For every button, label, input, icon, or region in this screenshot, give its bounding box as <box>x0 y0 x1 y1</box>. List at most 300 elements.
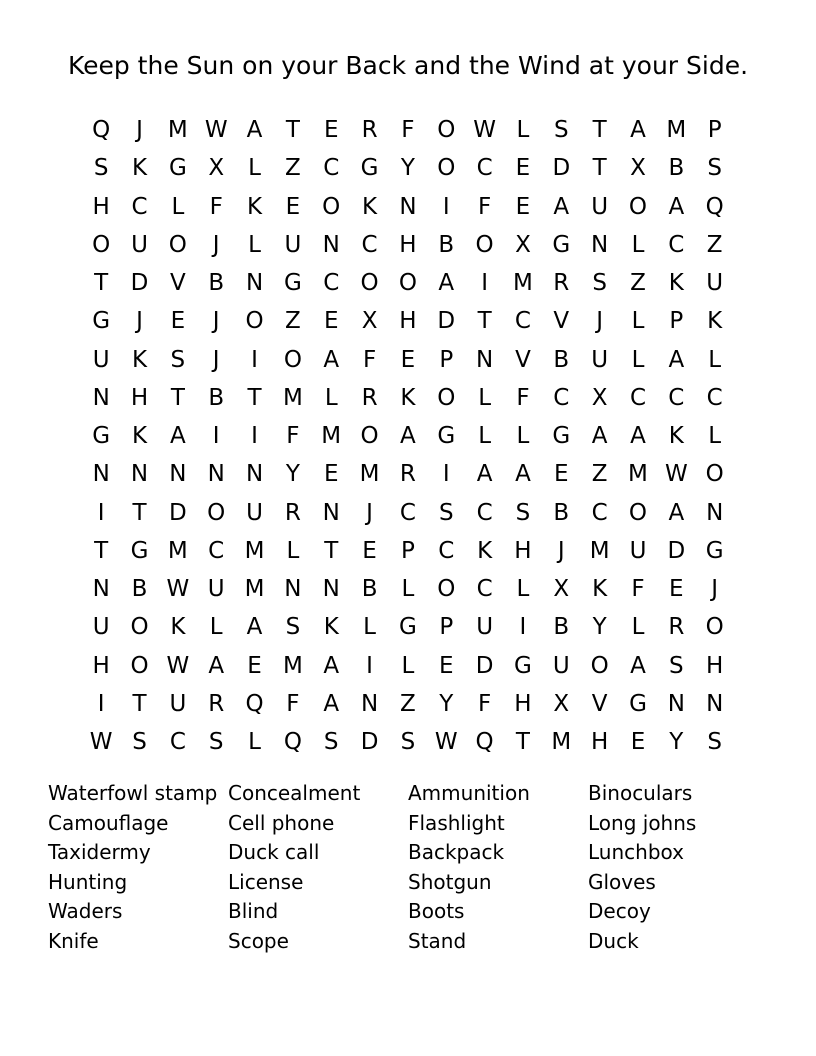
grid-letter: O <box>245 308 264 335</box>
grid-letter: A <box>323 690 340 717</box>
grid-letter: O <box>168 231 187 258</box>
grid-letter: W <box>166 576 190 602</box>
grid-letter: S <box>323 729 339 755</box>
grid-letter: K <box>668 270 684 296</box>
grid-letter: W <box>166 652 190 679</box>
word-list <box>48 779 788 957</box>
grid-letter: W <box>204 117 228 143</box>
grid-letter: O <box>705 461 724 488</box>
grid-row <box>82 726 734 764</box>
grid-row <box>82 191 734 229</box>
grid-letter: A <box>668 193 685 220</box>
word-list-item: Shotgun <box>408 869 492 894</box>
grid-row <box>82 458 734 496</box>
grid-letter: T <box>94 537 109 564</box>
grid-letter: L <box>363 614 376 641</box>
grid-letter: E <box>630 729 646 755</box>
grid-letter: R <box>361 117 378 143</box>
grid-letter: A <box>169 423 186 449</box>
grid-letter: R <box>284 499 301 526</box>
grid-letter: C <box>323 270 340 296</box>
grid-letter: T <box>285 117 300 143</box>
grid-letter: N <box>322 576 340 602</box>
grid-letter: J <box>212 231 220 258</box>
word-list-item: Waders <box>48 899 123 924</box>
word-list-item: Stand <box>408 928 467 953</box>
grid-letter: X <box>553 576 570 602</box>
grid-letter: O <box>283 346 302 373</box>
grid-letter: J <box>711 576 719 602</box>
grid-letter: G <box>360 155 379 182</box>
grid-letter: U <box>591 193 609 220</box>
grid-letter: L <box>478 423 492 449</box>
grid-letter: B <box>553 499 570 526</box>
grid-letter: L <box>516 423 530 449</box>
grid-letter: Z <box>400 690 416 717</box>
grid-letter: D <box>360 729 379 755</box>
grid-letter: H <box>92 193 110 220</box>
grid-letter: G <box>92 308 111 335</box>
word-list-item: Gloves <box>588 869 656 894</box>
grid-letter: A <box>208 652 225 679</box>
grid-letter: K <box>668 423 684 449</box>
grid-letter: T <box>132 499 147 526</box>
grid-letter: H <box>514 690 532 717</box>
word-list-item: Knife <box>48 928 99 953</box>
grid-letter: I <box>519 614 527 641</box>
grid-letter: O <box>628 193 648 220</box>
word-list-item: License <box>228 869 304 894</box>
puzzle-title: Keep the Sun on your Back and the Wind at your Side. <box>67 51 749 80</box>
grid-letter: W <box>434 729 458 755</box>
grid-letter: K <box>362 193 378 220</box>
grid-letter: M <box>244 576 265 602</box>
grid-letter: Z <box>630 270 646 296</box>
grid-letter: O <box>360 423 379 449</box>
grid-letter: K <box>707 308 723 335</box>
grid-letter: J <box>212 346 220 373</box>
grid-letter: A <box>630 117 646 143</box>
grid-letter: U <box>284 231 302 258</box>
grid-letter: G <box>552 423 571 449</box>
grid-letter: P <box>439 346 454 373</box>
grid-letter: T <box>592 117 607 143</box>
grid-letter: N <box>245 461 264 488</box>
grid-letter: U <box>476 614 494 641</box>
grid-row <box>82 344 734 382</box>
grid-letter: P <box>669 308 684 335</box>
grid-letter: N <box>207 461 225 488</box>
grid-letter: B <box>553 346 570 373</box>
grid-letter: D <box>475 652 494 679</box>
grid-letter: E <box>323 308 339 335</box>
grid-letter: I <box>481 270 488 296</box>
grid-letter: S <box>285 614 301 641</box>
grid-letter: G <box>552 231 571 258</box>
grid-letter: N <box>360 690 379 717</box>
grid-letter: N <box>92 461 110 488</box>
grid-letter: J <box>212 308 220 335</box>
grid-letter: X <box>591 384 608 411</box>
grid-letter: F <box>631 576 645 602</box>
grid-letter: N <box>169 461 187 488</box>
grid-letter: K <box>131 346 148 373</box>
grid-letter: C <box>208 537 225 564</box>
grid-letter: C <box>323 155 340 182</box>
grid-letter: N <box>476 346 494 373</box>
grid-letter: M <box>589 537 610 564</box>
grid-letter: L <box>631 614 645 641</box>
grid-letter: E <box>362 537 377 564</box>
word-list-item: Duck <box>588 928 639 953</box>
grid-letter: F <box>477 690 492 717</box>
grid-letter: G <box>92 423 111 449</box>
grid-letter: N <box>322 231 340 258</box>
grid-letter: K <box>170 614 186 641</box>
grid-letter: L <box>171 193 185 220</box>
grid-letter: C <box>399 499 416 526</box>
grid-letter: U <box>246 499 263 526</box>
grid-letter: G <box>168 155 187 182</box>
grid-letter: O <box>590 652 609 679</box>
grid-letter: E <box>554 461 569 488</box>
grid-letter: T <box>477 308 492 335</box>
grid-letter: K <box>400 384 416 411</box>
grid-letter: C <box>476 155 493 182</box>
grid-letter: B <box>553 614 570 641</box>
grid-letter: D <box>437 308 456 335</box>
grid-letter: K <box>592 576 608 602</box>
word-list-item: Waterfowl stamp <box>48 781 218 805</box>
grid-letter: J <box>136 117 143 143</box>
grid-letter: C <box>629 384 647 411</box>
grid-letter: N <box>667 690 685 717</box>
grid-letter: Y <box>592 614 607 641</box>
grid-letter: N <box>284 576 302 602</box>
grid-letter: A <box>668 499 685 526</box>
grid-row <box>82 611 734 649</box>
grid-letter: M <box>628 461 648 488</box>
grid-letter: H <box>92 652 110 679</box>
grid-letter: Y <box>285 461 300 488</box>
grid-letter: U <box>591 346 609 373</box>
grid-row <box>82 114 734 152</box>
grid-letter: E <box>170 308 186 335</box>
grid-letter: N <box>706 499 724 526</box>
grid-letter: S <box>208 729 224 755</box>
grid-letter: A <box>246 117 263 143</box>
grid-letter: A <box>400 423 416 449</box>
grid-letter: L <box>478 384 492 411</box>
grid-letter: X <box>553 690 570 717</box>
grid-letter: V <box>553 308 570 335</box>
grid-letter: C <box>553 384 570 411</box>
grid-letter: H <box>706 652 724 679</box>
grid-letter: M <box>282 652 303 679</box>
grid-letter: X <box>515 231 531 258</box>
grid-letter: I <box>442 461 450 488</box>
grid-letter: H <box>590 729 609 755</box>
grid-letter: D <box>169 499 187 526</box>
grid-letter: O <box>475 231 494 258</box>
grid-letter: N <box>706 690 724 717</box>
grid-letter: A <box>668 346 685 373</box>
grid-letter: U <box>92 614 110 641</box>
grid-letter: U <box>92 346 110 373</box>
grid-letter: E <box>323 461 339 488</box>
grid-letter: A <box>553 193 570 220</box>
word-list-item: Ammunition <box>408 781 530 805</box>
grid-letter: L <box>516 117 530 143</box>
grid-letter: O <box>437 384 456 411</box>
grid-letter: C <box>668 231 685 258</box>
grid-letter: A <box>323 346 340 373</box>
grid-letter: Y <box>400 155 415 182</box>
grid-letter: N <box>245 270 264 296</box>
grid-letter: L <box>708 346 722 373</box>
grid-letter: T <box>515 729 530 755</box>
grid-letter: C <box>668 384 685 411</box>
grid-letter: S <box>515 499 531 526</box>
grid-letter: A <box>591 423 608 449</box>
grid-letter: T <box>132 690 147 717</box>
grid-letter: M <box>551 729 572 755</box>
grid-letter: R <box>361 384 378 411</box>
grid-letter: C <box>169 729 186 755</box>
grid-letter: Q <box>92 117 111 143</box>
grid-letter: O <box>92 231 111 258</box>
grid-letter: P <box>400 537 415 564</box>
grid-letter: E <box>669 576 684 602</box>
grid-letter: M <box>282 384 303 411</box>
grid-letter: F <box>401 117 415 143</box>
grid-letter: X <box>208 155 225 182</box>
grid-letter: D <box>130 270 149 296</box>
grid-letter: W <box>664 461 688 488</box>
grid-letter: H <box>514 537 532 564</box>
grid-letter: U <box>131 231 148 258</box>
grid-letter: S <box>592 270 607 296</box>
grid-letter: C <box>438 537 455 564</box>
grid-letter: F <box>516 384 530 411</box>
grid-letter: C <box>591 499 608 526</box>
grid-letter: R <box>553 270 570 296</box>
grid-letter: U <box>629 537 647 564</box>
grid-letter: R <box>399 461 416 488</box>
grid-letter: I <box>442 193 450 220</box>
grid-row <box>82 229 734 267</box>
grid-letter: Z <box>591 461 608 488</box>
word-list-item: Camouflage <box>48 810 169 835</box>
grid-letter: F <box>362 346 377 373</box>
grid-letter: Q <box>705 193 724 220</box>
grid-row <box>82 688 734 726</box>
grid-letter: Y <box>439 690 454 717</box>
word-list-item: Duck call <box>228 840 320 865</box>
grid-letter: P <box>707 117 722 143</box>
grid-letter: M <box>167 537 188 564</box>
grid-letter: K <box>323 614 339 641</box>
word-list-item: Backpack <box>408 840 505 865</box>
grid-letter: C <box>131 193 148 220</box>
grid-letter: T <box>324 537 339 564</box>
grid-letter: O <box>628 499 648 526</box>
grid-letter: N <box>399 193 417 220</box>
grid-letter: L <box>248 155 261 182</box>
grid-letter: C <box>476 576 493 602</box>
grid-letter: O <box>207 499 226 526</box>
grid-letter: C <box>514 308 531 335</box>
word-list-item: Blind <box>228 899 279 924</box>
grid-row <box>82 420 734 458</box>
grid-letter: A <box>630 652 646 679</box>
grid-letter: B <box>668 155 685 182</box>
grid-letter: M <box>244 537 265 564</box>
word-list-item: Lunchbox <box>588 840 684 865</box>
grid-letter: O <box>437 117 456 143</box>
grid-letter: L <box>631 231 645 258</box>
word-list-item: Hunting <box>48 869 128 894</box>
grid-letter: T <box>94 270 109 296</box>
grid-letter: B <box>361 576 378 602</box>
grid-letter: F <box>209 193 223 220</box>
grid-letter: B <box>208 270 225 296</box>
word-list-item: Flashlight <box>408 810 505 835</box>
grid-letter: D <box>552 155 571 182</box>
letter-grid <box>82 114 734 764</box>
grid-letter: F <box>286 423 300 449</box>
grid-letter: P <box>439 614 454 641</box>
grid-letter: C <box>476 499 493 526</box>
word-list-item: Taxidermy <box>48 840 151 865</box>
grid-letter: A <box>476 461 493 488</box>
grid-letter: M <box>359 461 380 488</box>
grid-letter: O <box>705 614 724 641</box>
grid-letter: O <box>130 652 149 679</box>
grid-letter: V <box>591 690 608 717</box>
grid-letter: T <box>170 384 185 411</box>
grid-letter: E <box>247 652 262 679</box>
grid-letter: J <box>557 537 565 564</box>
word-list-item: Scope <box>228 928 289 953</box>
grid-letter: S <box>553 117 569 143</box>
grid-letter: N <box>322 499 340 526</box>
grid-letter: V <box>169 270 186 296</box>
grid-letter: Z <box>706 231 723 258</box>
grid-letter: C <box>361 231 378 258</box>
grid-letter: Z <box>285 155 301 182</box>
grid-row <box>82 267 734 305</box>
grid-row <box>82 573 734 611</box>
grid-letter: K <box>131 155 148 182</box>
grid-letter: W <box>89 729 113 755</box>
word-list-item: Decoy <box>588 899 651 924</box>
grid-letter: M <box>513 270 533 296</box>
grid-letter: Y <box>669 729 684 755</box>
grid-letter: O <box>130 614 149 641</box>
grid-letter: J <box>366 499 373 526</box>
word-list-item: Binoculars <box>588 781 693 805</box>
grid-letter: E <box>323 117 339 143</box>
grid-letter: S <box>707 729 722 755</box>
grid-letter: D <box>667 537 686 564</box>
grid-letter: Q <box>283 729 302 755</box>
grid-letter: E <box>515 155 531 182</box>
word-list-item: Concealment <box>228 781 361 805</box>
word-list-item: Boots <box>408 899 465 924</box>
grid-letter: S <box>707 155 722 182</box>
grid-letter: E <box>400 346 416 373</box>
grid-letter: S <box>438 499 454 526</box>
grid-letter: I <box>212 423 220 449</box>
grid-letter: I <box>97 499 105 526</box>
grid-letter: O <box>322 193 341 220</box>
word-list-item: Cell phone <box>228 810 335 835</box>
grid-letter: F <box>477 193 492 220</box>
grid-letter: O <box>437 155 456 182</box>
grid-letter: E <box>438 652 454 679</box>
grid-letter: T <box>592 155 607 182</box>
grid-letter: L <box>248 231 261 258</box>
grid-letter: V <box>515 346 531 373</box>
grid-letter: Q <box>475 729 494 755</box>
grid-letter: B <box>131 576 148 602</box>
grid-row <box>82 497 734 535</box>
grid-row <box>82 382 734 420</box>
grid-letter: K <box>477 537 493 564</box>
grid-letter: R <box>208 690 225 717</box>
grid-letter: M <box>321 423 342 449</box>
grid-letter: B <box>208 384 225 411</box>
grid-letter: S <box>93 155 109 182</box>
grid-row <box>82 650 734 688</box>
grid-letter: L <box>324 384 338 411</box>
grid-letter: S <box>132 729 147 755</box>
grid-letter: J <box>596 308 604 335</box>
grid-letter: H <box>130 384 149 411</box>
grid-row <box>82 152 734 190</box>
grid-letter: T <box>247 384 262 411</box>
grid-letter: B <box>438 231 455 258</box>
grid-letter: K <box>131 423 148 449</box>
grid-letter: M <box>167 117 188 143</box>
grid-letter: G <box>399 614 417 641</box>
grid-letter: J <box>136 308 143 335</box>
grid-letter: O <box>437 576 456 602</box>
grid-letter: I <box>366 652 373 679</box>
grid-row <box>82 305 734 343</box>
grid-letter: X <box>361 308 378 335</box>
grid-letter: H <box>399 231 417 258</box>
grid-letter: O <box>360 270 379 296</box>
grid-letter: G <box>130 537 149 564</box>
grid-letter: C <box>706 384 723 411</box>
grid-letter: I <box>251 423 258 449</box>
grid-letter: G <box>283 270 302 296</box>
word-list-item: Long johns <box>588 810 697 835</box>
grid-letter: L <box>631 308 645 335</box>
grid-letter: F <box>286 690 300 717</box>
grid-letter: Q <box>245 690 264 717</box>
grid-letter: A <box>515 461 531 488</box>
grid-letter: X <box>630 155 646 182</box>
grid-letter: N <box>591 231 609 258</box>
grid-letter: N <box>92 576 110 602</box>
grid-letter: G <box>514 652 532 679</box>
grid-letter: L <box>708 423 722 449</box>
grid-letter: G <box>705 537 724 564</box>
grid-letter: U <box>207 576 225 602</box>
